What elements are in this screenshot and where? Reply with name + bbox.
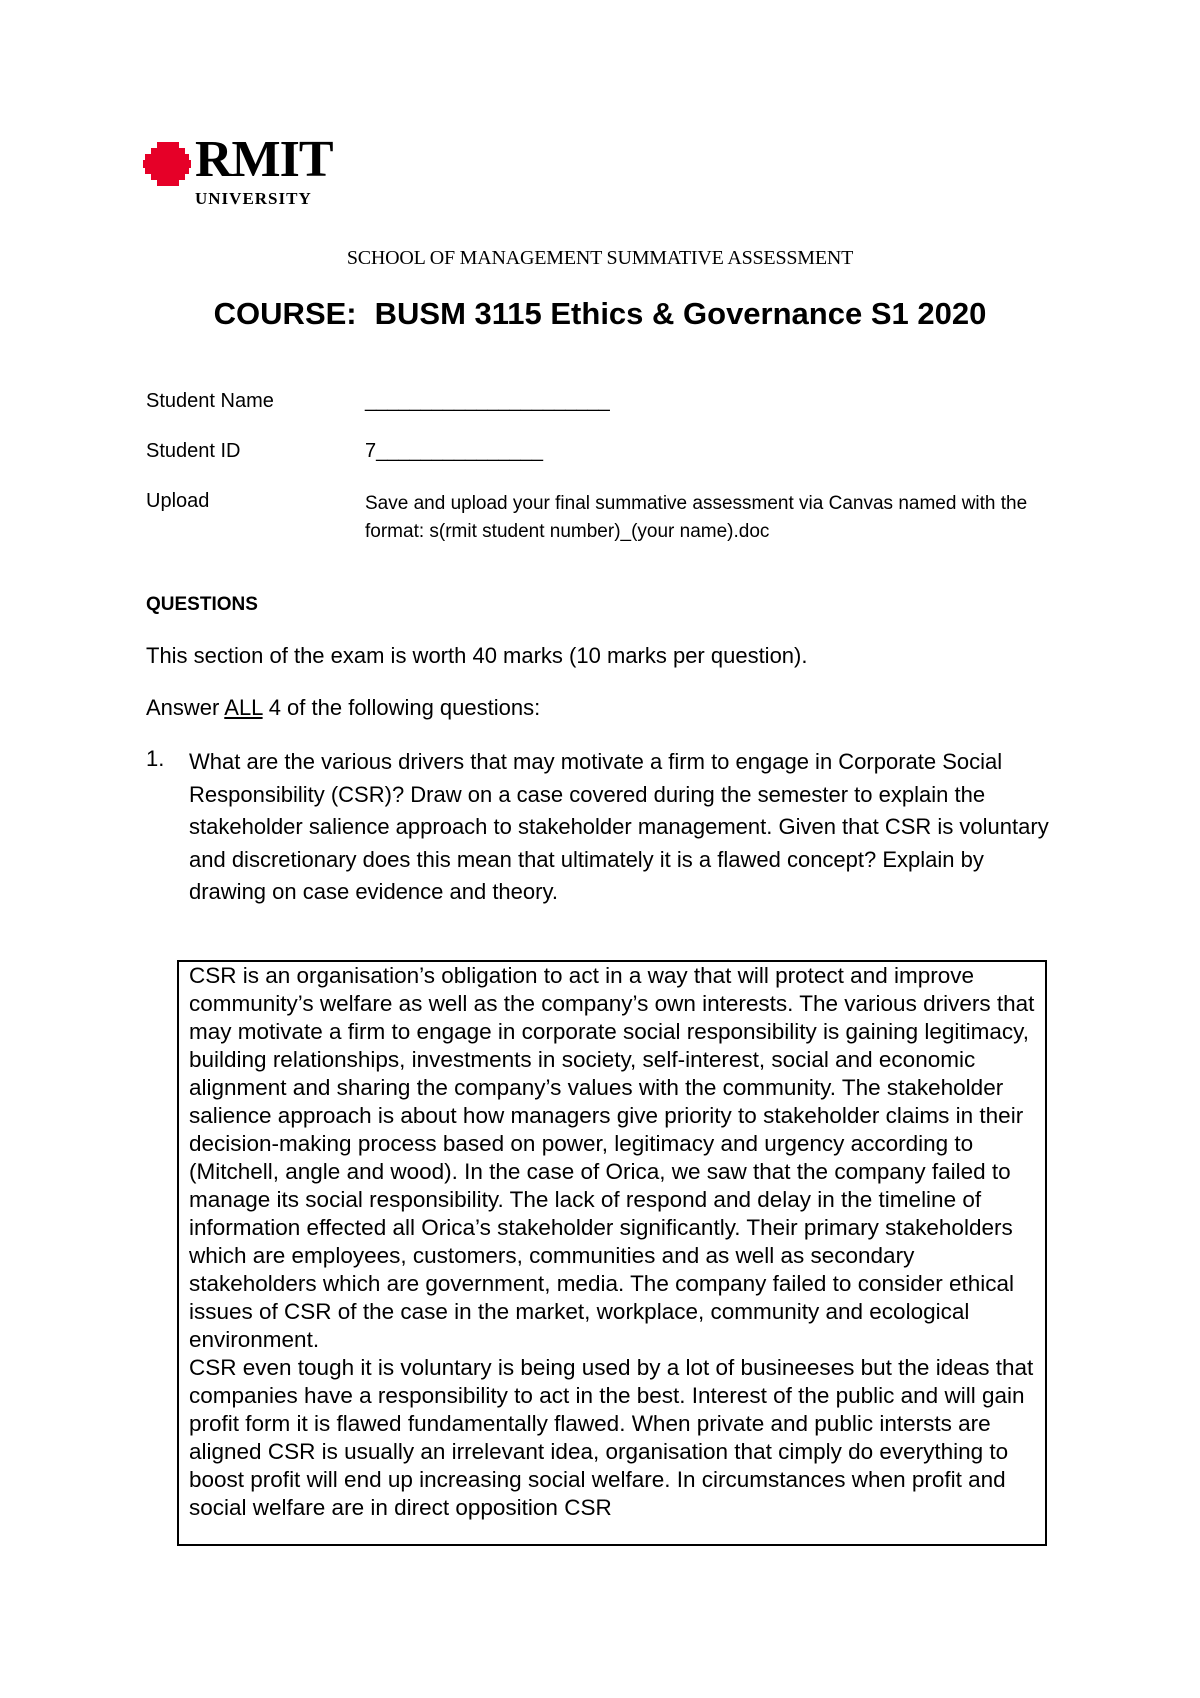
answer-paragraph-1: CSR is an organisation’s obligation to act in a way that will protect and improve community’s welfare as well as the company’s own interests. The various drivers that may motivate a firm to engage in corporate social responsibility is gaining legitimacy, building relationships, investments in society, self-interest, social and economic alignment and sharing the company’s values with the community. The stakeholder salience approach is about how managers give priority to stakeholder claims in their decision-making process based on power, legitimacy and urgency according to (Mitchell, angle and wood). In the case of Orica, we saw that the company failed to manage its social responsibility. The lack of respond and delay in the timeline of information effected all Orica’s stakeholder significantly. Their primary stakeholders which are employees, customers, communities and as well as secondary stakeholders which are government, media. The company failed to consider ethical issues of CSR of the case in the market, workplace, community and ecological environment.: [189, 963, 1035, 1352]
student-name-field[interactable]: ______________________: [365, 390, 610, 412]
upload-label: Upload: [146, 490, 210, 512]
student-name-label: Student Name: [146, 390, 274, 412]
logo-wordmark: RMIT: [195, 131, 333, 188]
course-name: BUSM 3115 Ethics & Governance S1 2020: [374, 296, 987, 331]
logo-subtitle: UNIVERSITY: [195, 189, 312, 208]
question-1-number: 1.: [146, 746, 165, 771]
student-id-field[interactable]: 7_______________: [365, 440, 543, 462]
marks-statement: This section of the exam is worth 40 marks (10 marks per question).: [146, 643, 808, 668]
question-1-text: What are the various drivers that may motivate a firm to engage in Corporate Social Responsibility (CSR)? Draw on a case covered during the semester to explain the stakeholder salience approach to stakeholder management. Given that CSR is voluntary and discretionary does this mean that ultimately it is a flawed concept? Explain by drawing on case evidence and theory.: [189, 749, 1049, 904]
answer-text-box[interactable]: [177, 960, 1047, 1546]
answer-prefix: Answer: [146, 695, 225, 720]
answer-all-emphasis: ALL: [224, 695, 263, 720]
course-label: COURSE:: [213, 296, 357, 331]
questions-heading: QUESTIONS: [146, 594, 258, 615]
student-id-label: Student ID: [146, 440, 241, 462]
school-title: SCHOOL OF MANAGEMENT SUMMATIVE ASSESSMENT: [346, 247, 854, 269]
answer-text: [179, 962, 1045, 1522]
upload-instructions: Save and upload your final summative assessment via Canvas named with the format: s(rmit student number)_(your name).doc: [365, 493, 1028, 542]
answer-instruction: [146, 695, 540, 721]
answer-paragraph-2: CSR even tough it is voluntary is being used by a lot of busineeses but the ideas that companies have a responsibility to act in the best. Interest of the public and will gain profit form it is flawed fundamentally flawed. When private and public intersts are aligned CSR is usually an irrelevant idea, organisation that cimply do everything to boost profit will end up increasing social welfare. In circumstances when profit and social welfare are in direct opposition CSR: [189, 1355, 1034, 1520]
course-title: [0, 296, 1200, 332]
rmit-logo: [143, 131, 353, 220]
answer-suffix: 4 of the following questions:: [262, 695, 541, 720]
rmit-pixel-icon: [143, 140, 193, 190]
